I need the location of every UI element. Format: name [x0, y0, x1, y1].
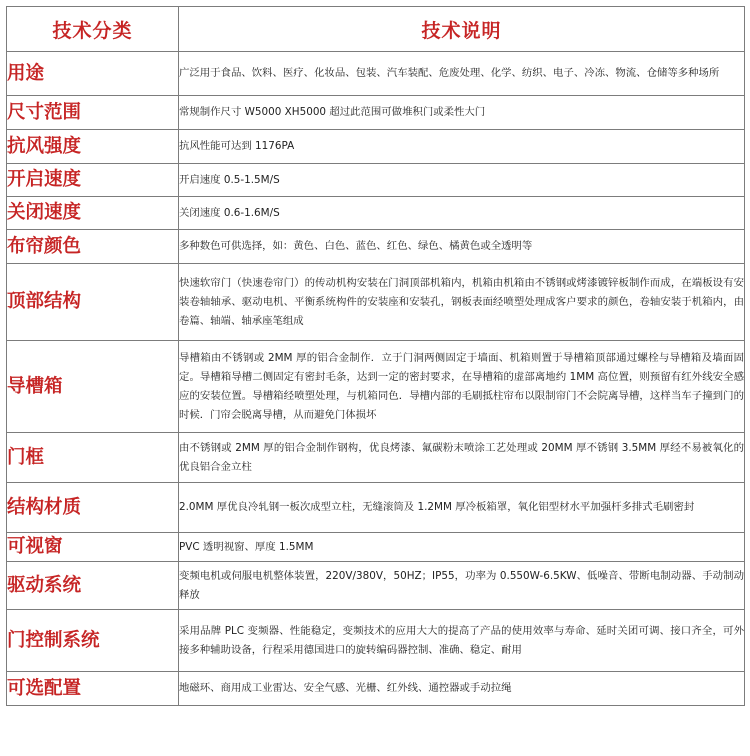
table-row	[7, 341, 745, 433]
row-description: 广泛用于食品、饮料、医疗、化妆品、包装、汽车装配、危废处理、化学、纺织、电子、冷冻、物流、仓储等多种场所	[179, 52, 745, 96]
table-row	[7, 264, 745, 341]
row-description: 关闭速度 0.6-1.6M/S	[179, 197, 745, 230]
table-row	[7, 96, 745, 130]
row-category: 用途	[7, 52, 179, 96]
row-description: 变频电机或伺服电机整体装置，220V/380V，50HZ；IP55，功率为 0.550W-6.5KW、低噪音、带断电制动器、手动制动释放	[179, 562, 745, 610]
table-row	[7, 433, 745, 483]
row-category: 可视窗	[7, 533, 179, 562]
row-description: 采用品牌 PLC 变频器、性能稳定，变频技术的应用大大的提高了产品的使用效率与寿命、延时关团可调、接口齐全，可外接多种辅助设备，行程采用德国进口的旋转编码器控制、准确、稳定、耐用	[179, 610, 745, 672]
row-description: 2.0MM 厚优良冷轧钢一板次成型立柱，无缝滚筒及 1.2MM 厚冷板箱罩，氧化铝型材水平加强杆多排式毛刷密封	[179, 483, 745, 533]
header-category: 技术分类	[7, 7, 179, 52]
table-row	[7, 197, 745, 230]
row-category: 门框	[7, 433, 179, 483]
table-row	[7, 610, 745, 672]
row-description: PVC 透明视窗、厚度 1.5MM	[179, 533, 745, 562]
row-category: 布帘颜色	[7, 230, 179, 264]
header-description: 技术说明	[179, 7, 745, 52]
spec-table	[6, 6, 745, 706]
row-category: 尺寸范围	[7, 96, 179, 130]
row-description: 快速软帘门（快速卷帘门）的传动机构安装在门洞顶部机箱内，机箱由机箱由不锈钢或烤漆镀锌板制作而成，在端板设有安装卷轴轴承、驱动电机、平衡系统构件的安装座和安装孔，钢板表面经喷塑处理成客户要求的颜色，卷轴安装于机箱内，由卷篇、轴端、轴承座笔组成	[179, 264, 745, 341]
table-row	[7, 483, 745, 533]
row-description: 导槽箱由不锈钢或 2MM 厚的铝合金制作．立于门洞两侧固定于墙面、机箱则置于导槽箱顶部通过螺栓与导槽箱及墙面固定。导槽箱导槽二侧固定有密封毛条，达到一定的密封要求，在导槽箱的虚部离地约 1MM 高位置，则预留有红外线安全感应的安装位置。导槽箱经喷塑处理，与机箱同色．导槽内部的毛刷抵柱帘布以限制帘门不会院离导槽，这样当车子撞到门的时候．门帘会脱离导槽，从而避免门体损坏	[179, 341, 745, 433]
row-description: 抗风性能可达到 1176PA	[179, 130, 745, 164]
row-description: 开启速度 0.5-1.5M/S	[179, 164, 745, 197]
table-row	[7, 562, 745, 610]
row-category: 门控制系统	[7, 610, 179, 672]
table-row	[7, 230, 745, 264]
row-category: 可选配置	[7, 672, 179, 706]
row-category: 抗风强度	[7, 130, 179, 164]
row-description: 由不锈钢或 2MM 厚的铝合金制作钢构，优良烤漆、氟碳粉末喷涂工艺处理或 20MM 厚不锈钢 3.5MM 厚经不易被氧化的优良铝合金立柱	[179, 433, 745, 483]
table-row	[7, 130, 745, 164]
row-category: 顶部结构	[7, 264, 179, 341]
row-description: 地磁环、商用成工业雷达、安全气感、光栅、红外线、通控器或手动拉绳	[179, 672, 745, 706]
table-row	[7, 672, 745, 706]
row-category: 结构材质	[7, 483, 179, 533]
table-header-row	[7, 7, 745, 52]
row-category: 开启速度	[7, 164, 179, 197]
spec-sheet	[6, 6, 744, 706]
table-row	[7, 164, 745, 197]
table-row	[7, 533, 745, 562]
row-category: 导槽箱	[7, 341, 179, 433]
row-description: 常规制作尺寸 W5000 XH5000 超过此范围可做堆积门或柔性大门	[179, 96, 745, 130]
row-description: 多种数色可供选择，如：黄色、白色、蓝色、红色、绿色、橘黄色或全透明等	[179, 230, 745, 264]
table-row	[7, 52, 745, 96]
row-category: 关闭速度	[7, 197, 179, 230]
row-category: 驱动系统	[7, 562, 179, 610]
